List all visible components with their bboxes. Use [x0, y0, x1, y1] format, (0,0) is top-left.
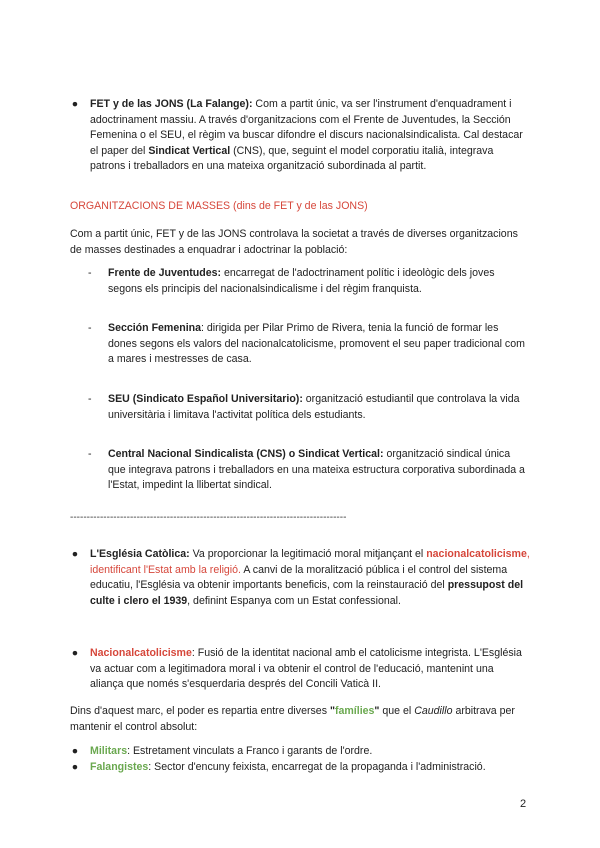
fet-text: Com a partit únic, va ser l'instrument d'enquadrament i adoctrinament massiu. A través d'organitzacions com el Frente de Juventudes, la Sección Femenina o el SEU, el règim va buscar difondre el discurs nacionalsindicalista. Cal destacar el paper del — [90, 98, 523, 157]
esglesia-term: L'Església Catòlica: — [90, 548, 190, 560]
families-text-2: que el — [379, 705, 415, 717]
intro-paragraph: Com a partit únic, FET y de las JONS controlava la societat a través de diverses organitzacions de masses destinades a enquadrar i adoctrinar la població: — [70, 228, 518, 256]
org-text: organització estudiantil que controlava la vida universitària i limitava l'activitat política dels estudiants. — [108, 393, 520, 421]
fet-term: FET y de las JONS (La Falange): — [90, 98, 253, 110]
esglesia-text-2: A canvi de la moralització pública i el control del sistema educatiu, l'Església va obtenir importants beneficis, com la reinstauració del — [90, 563, 508, 591]
esglesia-red-text: , identificant l'Estat amb la religió. — [90, 548, 530, 576]
org-text: : dirigida per Pilar Primo de Rivera, tenia la funció de formar les dones segons els valors del nacionalcatolicisme, promovent el seu paper tradicional com a mares i mestresses de casa. — [108, 322, 525, 365]
quote-open: " — [329, 705, 335, 717]
org-term: Sección Femenina — [108, 322, 202, 334]
nacional-text: : Fusió de la identitat nacional amb el catolicisme integrista. L'Església va actuar com a legitimadora moral i va obtenir el control de l'educació, mantenint una aliança que només s'esquerdaria després del Concili Vaticà II. — [90, 647, 522, 690]
esglesia-text: Va proporcionar la legitimació moral mitjançant el — [189, 548, 427, 560]
caudillo-term: Caudillo — [414, 705, 453, 717]
bullet-dot: ● — [71, 761, 79, 773]
families-term: famílies — [334, 705, 375, 717]
fet-vertical: Sindicat Vertical — [148, 144, 231, 157]
family-term: Militars — [90, 745, 128, 757]
dash-mark: - — [88, 322, 92, 334]
dash-mark: - — [88, 448, 92, 460]
org-term: Frente de Juventudes: — [108, 267, 222, 279]
families-paragraph — [70, 704, 530, 735]
bullet-dot: ● — [71, 548, 79, 560]
families-text-3: arbitrava per mantenir el control absolut: — [70, 705, 515, 733]
org-text: organització sindical única que integrava patrons i treballadors en una mateixa estructura corporativa subordinada a l'Estat, impedint la llibertat sindical. — [108, 448, 525, 491]
family-item-falangistes — [71, 760, 530, 776]
family-term: Falangistes — [90, 761, 149, 773]
nacionalcatolicisme-term: nacionalcatolicisme — [426, 548, 527, 560]
org-item-seccion-femenina — [88, 321, 528, 368]
page-number: 2 — [520, 798, 527, 810]
quote-close: " — [374, 705, 380, 717]
org-item-cns — [88, 447, 528, 494]
bullet-dot: ● — [71, 745, 79, 757]
esglesia-text-3: , definint Espanya com un Estat confessional. — [187, 594, 401, 607]
family-text: : Sector d'encuny feixista, encarregat de la propaganda i l'administració. — [148, 761, 486, 773]
dash-mark: - — [88, 393, 92, 405]
org-term: Central Nacional Sindicalista (CNS) o Sindicat Vertical: — [108, 448, 384, 460]
bullet-dot: ● — [71, 647, 79, 659]
pressupost-term: pressupost del culte i clero el 1939 — [90, 579, 524, 607]
org-item-seu — [88, 392, 528, 423]
esglesia-bullet — [71, 547, 530, 609]
families-text: Dins d'aquest marc, el poder es repartia entre diverses — [70, 705, 330, 717]
fet-text-2: (CNS), que, seguint el model corporatiu italià, integrava patrons i treballadors en una mateixa organització subordinada al partit. — [90, 144, 494, 172]
nacional-term: Nacionalcatolicisme — [90, 647, 192, 659]
org-text: encarregat de l'adoctrinament polític i ideològic dels joves segons els principis del nacionalsindicalisme i del règim franquista. — [108, 267, 495, 295]
family-item-militars — [71, 744, 530, 760]
family-text: : Estretament vinculats a Franco i garants de l'ordre. — [127, 745, 373, 757]
bullet-dot: ● — [71, 98, 79, 110]
separator-line: ----------------------------------------------------------------------------------- — [70, 512, 347, 523]
org-term: SEU (Sindicato Español Universitario): — [108, 393, 303, 405]
org-item-juventudes — [88, 266, 528, 297]
dash-mark: - — [88, 267, 92, 279]
fet-bullet — [71, 97, 530, 175]
nacionalcatolicisme-bullet — [71, 646, 530, 693]
section-title: ORGANITZACIONS DE MASSES (dins de FET y de las JONS) — [70, 200, 368, 212]
